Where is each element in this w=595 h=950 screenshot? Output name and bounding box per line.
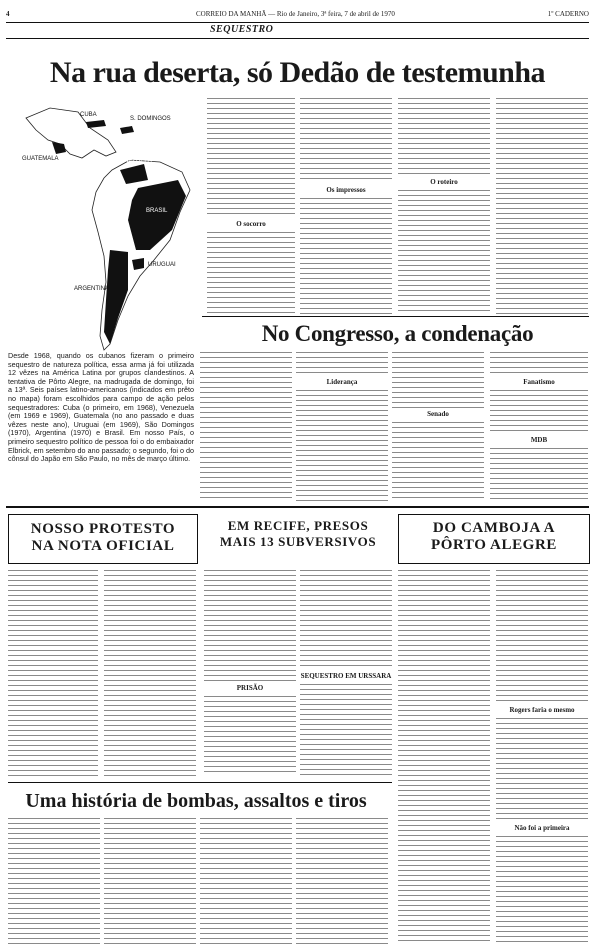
map-label-cuba: CUBA <box>80 112 97 118</box>
article6-column-2 <box>104 818 196 944</box>
subhead-nao-foi-primeira: Não foi a primeira <box>514 824 570 832</box>
box2-column-2 <box>300 570 392 670</box>
subhead-rogers: Rogers faria o mesmo <box>509 706 575 714</box>
map-label-argentina: ARGENTINA <box>74 286 110 292</box>
subhead-fanatismo: Fanatismo <box>523 378 555 386</box>
subhead-senado: Senado <box>427 410 449 418</box>
article-headline-street: Na rua deserta, só Dedão de testemunha <box>49 56 546 89</box>
box3-column-2 <box>496 570 588 704</box>
article1-column-2 <box>300 98 392 182</box>
box3-column-1 <box>398 570 490 944</box>
map-label-sdomingos: S. DOMINGOS <box>130 116 171 122</box>
article1-bottom-rule <box>202 316 589 317</box>
box-protest-headline-1: NOSSO PROTESTO <box>30 521 176 537</box>
box-recife-header <box>204 514 392 562</box>
article-headline-congress: No Congresso, a condenação <box>261 321 534 346</box>
box3-column-2b <box>496 718 588 822</box>
article2-column-3 <box>392 352 484 408</box>
article1-column-1 <box>207 98 295 218</box>
box-protest-header <box>8 514 198 564</box>
box2-column-2b <box>300 684 392 776</box>
article2-column-1 <box>200 352 292 502</box>
section-label: 1º CADERNO <box>547 10 589 18</box>
article-headline-bombs: Uma história de bombas, assaltos e tiros <box>25 790 367 812</box>
map-label-brasil: BRASIL <box>146 208 168 214</box>
masthead <box>6 8 589 22</box>
box-recife-headline-1: EM RECIFE, PRESOS <box>227 518 369 533</box>
box-cambodia-headline-2: PÔRTO ALEGRE <box>430 537 557 553</box>
map-label-venezuela: VENEZUELA <box>116 158 152 164</box>
section-title: SEQUESTRO <box>210 24 274 35</box>
latin-america-map <box>20 100 200 355</box>
section-rule <box>6 38 589 39</box>
subhead-impressos: Os impressos <box>326 186 366 194</box>
box1-column-2 <box>104 570 196 776</box>
article6-column-3 <box>200 818 292 944</box>
box2-column-1b <box>204 696 296 776</box>
article1-column-1b <box>207 232 295 314</box>
newspaper-dateline: CORREIO DA MANHÃ — Rio de Janeiro, 3ª feira, 7 de abril de 1970 <box>196 10 395 18</box>
article1-column-3 <box>398 98 490 176</box>
article1-column-2b <box>300 198 392 314</box>
subhead-sequestro-urssara: SEQUESTRO EM URSSARA <box>300 672 392 680</box>
box-cambodia-header <box>398 514 590 564</box>
subhead-prisao: PRISÃO <box>236 684 264 692</box>
mid-rule <box>6 506 589 508</box>
article1-column-4 <box>496 98 588 314</box>
box-protest-headline-2: NA NOTA OFICIAL <box>31 538 175 554</box>
article2-column-4b <box>490 390 588 434</box>
page-number: 4 <box>6 10 10 18</box>
masthead-rule <box>6 22 589 23</box>
subhead-lideranca: Liderança <box>326 378 358 386</box>
map-caption: Desde 1968, quando os cubanos fizeram o primeiro sequestro de natureza política, essa arma já foi utilizada 12 vêzes na América Latina por grupos clandestinos. A tentativa de Pôrto Alegre, na madrugada de domingo, foi a 13ª. Seis países latino-americanos (indicados em prêto no mapa) foram escolhidos para campo de ação pelos sequestradores: Cuba (o primeiro, em 1968), Venezuela (em 1969 e 1969), Guatemala (no ano passado e duas vêzes neste ano), Uruguai (em 1969), São Domingos (1970), Argentina (1970) e Brasil. Em nosso País, o primeiro sequestro político de pessoa foi o do embaixador Elbrick, em setembro do ano passado; o segundo, foi o do cônsul do Japão em São Paulo, no mês de março último. <box>8 351 194 464</box>
article2-column-2 <box>296 352 388 376</box>
map-label-guatemala: GUATEMALA <box>22 156 59 162</box>
article6-column-1 <box>8 818 100 944</box>
subhead-mdb: MDB <box>530 436 548 444</box>
subhead-socorro: O socorro <box>236 220 266 228</box>
article2-column-4 <box>490 352 588 376</box>
subhead-roteiro: O roteiro <box>430 178 458 186</box>
box2-column-1 <box>204 570 296 682</box>
box-recife-headline-2: MAIS 13 SUBVERSIVOS <box>219 534 377 549</box>
article2-column-2b <box>296 390 388 502</box>
article2-column-4c <box>490 448 588 502</box>
article6-column-4 <box>296 818 388 944</box>
article2-column-3b <box>392 422 484 502</box>
map-label-uruguai: URUGUAI <box>148 262 176 268</box>
lower-rule <box>8 782 392 783</box>
article1-column-3b <box>398 190 490 314</box>
box1-column-1 <box>8 570 98 776</box>
box-cambodia-headline-1: DO CAMBOJA A <box>432 520 556 536</box>
box3-column-2c <box>496 836 588 944</box>
